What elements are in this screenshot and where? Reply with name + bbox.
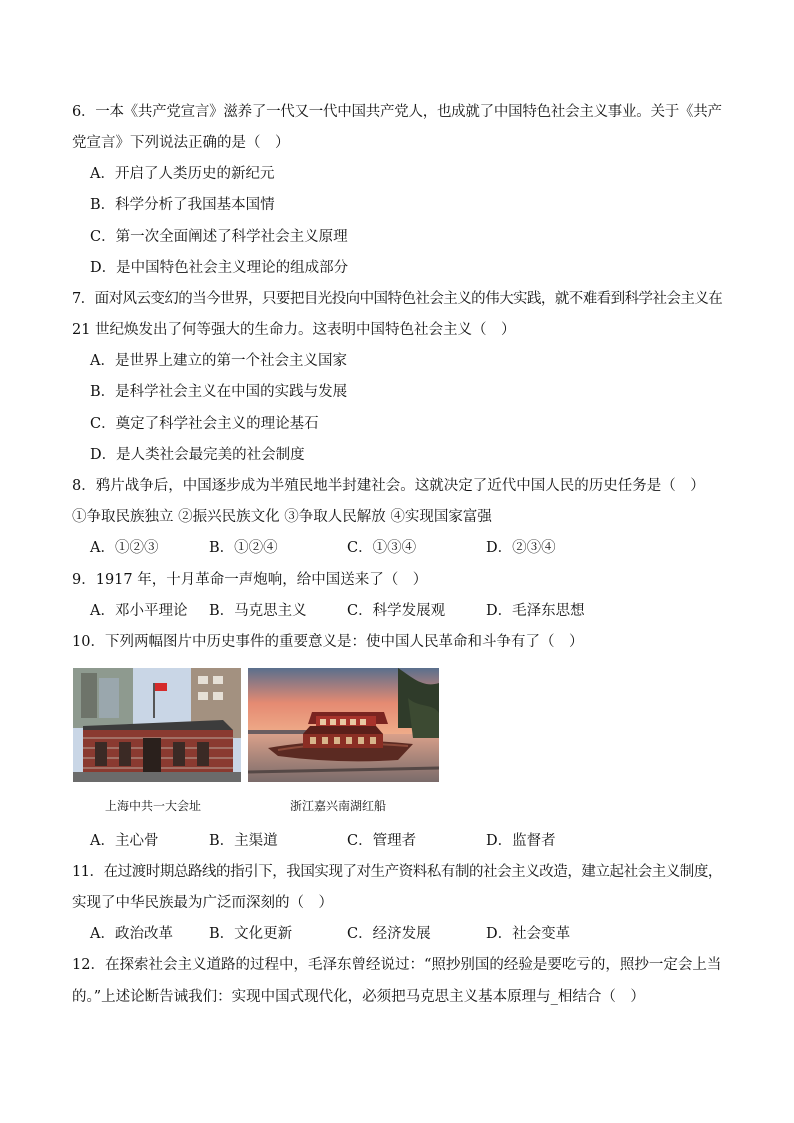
- question-6-option-c: C．第一次全面阐述了科学社会主义原理: [90, 229, 348, 245]
- red-boat-photo: [248, 668, 439, 782]
- question-8-option-d: D．②③④: [486, 540, 556, 556]
- question-7-option-a: A．是世界上建立的第一个社会主义国家: [90, 353, 347, 369]
- question-8-option-c: C．①③④: [347, 540, 417, 556]
- red-boat-illustration: [248, 668, 439, 782]
- question-7-line-2: 21 世纪焕发出了何等强大的生命力。这表明中国特色社会主义（ ）: [72, 322, 516, 338]
- question-7-option-d: D．是人类社会最完美的社会制度: [90, 447, 305, 463]
- question-11-option-a: A．政治改革: [90, 926, 173, 942]
- question-11-option-c: C．经济发展: [347, 926, 431, 942]
- question-11-line-1: 11．在过渡时期总路线的指引下，我国实现了对生产资料私有制的社会主义改造，建立起社会主义制度，: [72, 864, 722, 880]
- red-brick-building-photo: [73, 668, 241, 782]
- question-12-line-1: 12．在探索社会主义道路的过程中，毛泽东曾经说过：“照抄别国的经验是要吃亏的，照抄一定会上当: [72, 957, 722, 973]
- red-brick-building-illustration: [73, 668, 241, 782]
- question-10-option-a: A．主心骨: [90, 833, 159, 849]
- question-12-line-2: 的。”上述论断告诫我们：实现中国式现代化，必须把马克思主义基本原理与_相结合（ ）: [72, 989, 645, 1005]
- question-8-line-1: 8．鸦片战争后，中国逐步成为半殖民地半封建社会。这就决定了近代中国人民的历史任务是（ ）: [72, 478, 705, 494]
- question-10-option-b: B．主渠道: [209, 833, 278, 849]
- question-10-option-c: C．管理者: [347, 833, 417, 849]
- question-11-option-b: B．文化更新: [209, 926, 293, 942]
- question-9-option-b: B．马克思主义: [209, 603, 307, 619]
- caption-shanghai-site: 上海中共一大会址: [105, 799, 202, 813]
- question-8-statements: ①争取民族独立 ②振兴民族文化 ③争取人民解放 ④实现国家富强: [72, 509, 492, 525]
- question-7-line-1: 7．面对风云变幻的当今世界，只要把目光投向中国特色社会主义的伟大实践，就不难看到科学社会主义在: [72, 291, 723, 307]
- question-9-option-a: A．邓小平理论: [90, 603, 188, 619]
- question-10-line-1: 10．下列两幅图片中历史事件的重要意义是：使中国人民革命和斗争有了（ ）: [72, 634, 584, 650]
- question-6-option-a: A．开启了人类历史的新纪元: [90, 166, 275, 182]
- question-9-option-c: C．科学发展观: [347, 603, 446, 619]
- caption-nanhu-red-boat: 浙江嘉兴南湖红船: [290, 799, 387, 813]
- question-6-line-1: 6．一本《共产党宣言》滋养了一代又一代中国共产党人，也成就了中国特色社会主义事业。关于《共产: [72, 104, 722, 120]
- question-8-option-b: B．①②④: [209, 540, 278, 556]
- question-6-line-2: 党宣言》下列说法正确的是（ ）: [72, 135, 290, 151]
- question-7-option-b: B．是科学社会主义在中国的实践与发展: [90, 384, 348, 400]
- question-7-option-c: C．奠定了科学社会主义的理论基石: [90, 416, 319, 432]
- question-6-option-b: B．科学分析了我国基本国情: [90, 197, 275, 213]
- question-9-option-d: D．毛泽东思想: [486, 603, 585, 619]
- question-9-line-1: 9．1917 年，十月革命一声炮响，给中国送来了（ ）: [72, 572, 428, 588]
- question-6-option-d: D．是中国特色社会主义理论的组成部分: [90, 260, 349, 276]
- question-8-option-a: A．①②③: [90, 540, 159, 556]
- question-11-option-d: D．社会变革: [486, 926, 571, 942]
- question-10-option-d: D．监督者: [486, 833, 556, 849]
- question-11-line-2: 实现了中华民族最为广泛而深刻的（ ）: [72, 895, 333, 911]
